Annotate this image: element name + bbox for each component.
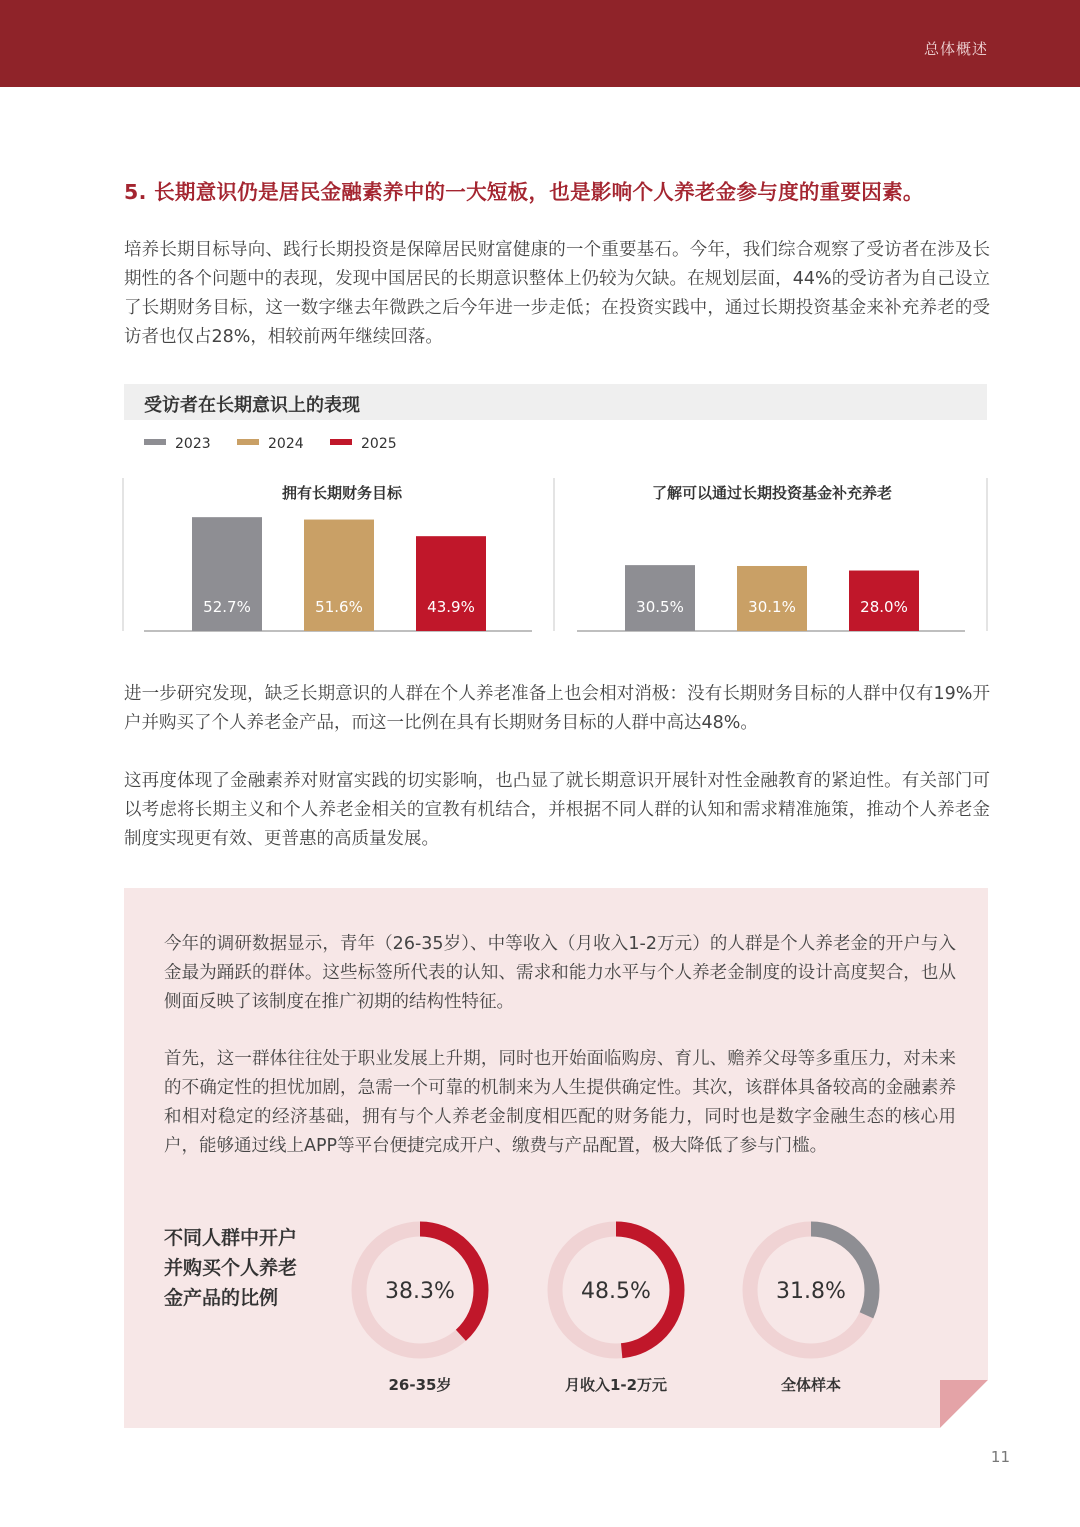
legend-swatch — [330, 439, 352, 445]
chart-title: 拥有长期财务目标 — [281, 484, 403, 502]
donut-section-title: 不同人群中开户并购买个人养老金产品的比例 — [164, 1227, 298, 1309]
bar-value-label: 30.5% — [636, 598, 684, 616]
intro-paragraph: 培养长期目标导向、践行长期投资是保障居民财富健康的一个重要基石。今年，我们综合观察了受访者在涉及长期性的各个问题中的表现，发现中国居民的长期意识整体上仍较为欠缺。在规划层面，44%的受访者为自己设立了长期财务目标，这一数字继去年微跌之后今年进一步走低；在投资实践中，通过长期投资基金来补充养老的受访者也仅占28%，相较前两年继续回落。 — [124, 240, 990, 347]
top-banner — [0, 0, 1080, 87]
bar-2025 — [416, 536, 486, 631]
highlight-box — [124, 888, 988, 1428]
donut-category-label: 26-35岁 — [388, 1376, 452, 1394]
chart-long-term-fund — [577, 484, 965, 631]
donut-category-label: 全体样本 — [780, 1376, 842, 1394]
box-paragraph-1: 今年的调研数据显示，青年（26-35岁）、中等收入（月收入1-2万元）的人群是个人养老金的开户与入金最为踊跃的群体。这些标签所代表的认知、需求和能力水平与个人养老金制度的设计高度契合，也从侧面反映了该制度在推广初期的结构性特征。 — [164, 934, 956, 1012]
bar-value-label: 30.1% — [748, 598, 796, 616]
donut-value-label: 31.8% — [776, 1279, 846, 1304]
legend-swatch — [237, 439, 259, 445]
legend-item-2025 — [330, 436, 397, 452]
page-fold-corner — [940, 1380, 988, 1428]
chart-section-header — [124, 384, 987, 420]
finding-paragraph: 进一步研究发现，缺乏长期意识的人群在个人养老准备上也会相对消极：没有长期财务目标的人群中仅有19%开户并购买了个人养老金产品，而这一比例在具有长期财务目标的人群中高达48%。 — [124, 684, 990, 733]
legend-swatch — [144, 439, 166, 445]
chart-title: 了解可以通过长期投资基金补充养老 — [651, 484, 893, 502]
legend-label: 2023 — [175, 436, 211, 452]
chart-section-title: 受访者在长期意识上的表现 — [144, 395, 360, 416]
bar-value-label: 51.6% — [315, 598, 363, 616]
box-paragraph-2: 首先，这一群体往往处于职业发展上升期，同时也开始面临购房、育儿、赡养父母等多重压力，对未来的不确定性的担忧加剧，急需一个可靠的机制来为人生提供确定性。其次，该群体具备较高的金融素养和相对稳定的经济基础，拥有与个人养老金制度相匹配的财务能力，同时也是数字金融生态的核心用户，能够通过线上APP等平台便捷完成开户、缴费与产品配置，极大降低了参与门槛。 — [164, 1049, 956, 1156]
donut-charts — [124, 1208, 988, 1408]
bar-charts — [122, 476, 990, 636]
legend-label: 2024 — [268, 436, 304, 452]
donut-group — [359, 1229, 872, 1394]
section-heading: 5. 长期意识仍是居民金融素养中的一大短板，也是影响个人养老金参与度的重要因素。 — [124, 180, 924, 204]
legend-item-2023 — [144, 436, 211, 452]
section-title: 总体概述 — [923, 40, 988, 58]
bar-value-label: 28.0% — [860, 598, 908, 616]
page-number: 11 — [990, 1448, 1010, 1466]
legend-item-2024 — [237, 436, 304, 452]
donut-category-label: 月收入1-2万元 — [564, 1376, 668, 1394]
bar-value-label: 52.7% — [203, 598, 251, 616]
chart-long-term-goal — [144, 484, 532, 631]
bar-value-label: 43.9% — [427, 598, 475, 616]
donut-value-label: 38.3% — [385, 1279, 455, 1304]
implication-paragraph: 这再度体现了金融素养对财富实践的切实影响，也凸显了就长期意识开展针对性金融教育的紧迫性。有关部门可以考虑将长期主义和个人养老金相关的宣教有机结合，并根据不同人群的认知和需求精准施策，推动个人养老金制度实现更有效、更普惠的高质量发展。 — [124, 771, 990, 849]
legend-label: 2025 — [361, 436, 397, 452]
donut-value-label: 48.5% — [581, 1279, 651, 1304]
